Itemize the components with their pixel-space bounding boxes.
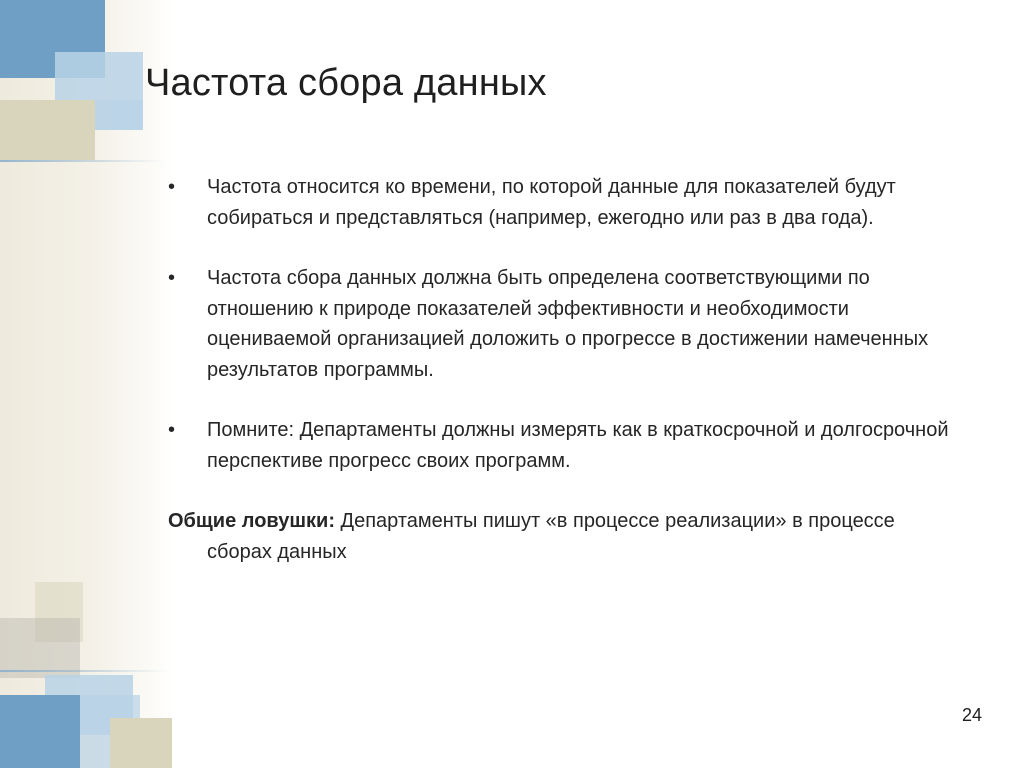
- bullet-text: Помните: Департаменты должны измерять как в краткосрочной и долгосрочной перспективе прогресс своих программ.: [207, 419, 949, 472]
- decor-line: [0, 160, 165, 162]
- pitfall-text: Департаменты пишут «в процессе реализации» в процессе сборах данных: [207, 510, 895, 563]
- decor-square: [0, 695, 80, 768]
- bullet-icon: •: [168, 419, 176, 441]
- decor-square: [95, 100, 143, 130]
- bullet-item: [168, 172, 958, 233]
- bullet-icon: •: [168, 176, 176, 198]
- decor-line: [0, 670, 170, 672]
- bullet-item: [168, 415, 958, 476]
- bullet-item: [168, 263, 958, 385]
- slide-title: Частота сбора данных: [145, 62, 547, 104]
- page-number: 24: [962, 705, 983, 725]
- bullet-icon: •: [168, 267, 176, 289]
- bullet-text: Частота сбора данных должна быть определена соответствующими по отношению к природе показателей эффективности и необходимости оцениваемой организацией доложить о прогрессе в достижении намеченных результатов программы.: [207, 267, 929, 381]
- slide-body: [168, 172, 958, 567]
- decor-square: [0, 100, 95, 160]
- bullet-list: [168, 172, 958, 476]
- pitfall-label: Общие ловушки:: [168, 510, 335, 532]
- bullet-text: Частота относится ко времени, по которой данные для показателей будут собираться и представляться (например, ежегодно или раз в два года).: [207, 176, 896, 229]
- pitfall-paragraph: [168, 506, 958, 567]
- decor-square: [110, 718, 172, 768]
- decor-square: [0, 618, 80, 678]
